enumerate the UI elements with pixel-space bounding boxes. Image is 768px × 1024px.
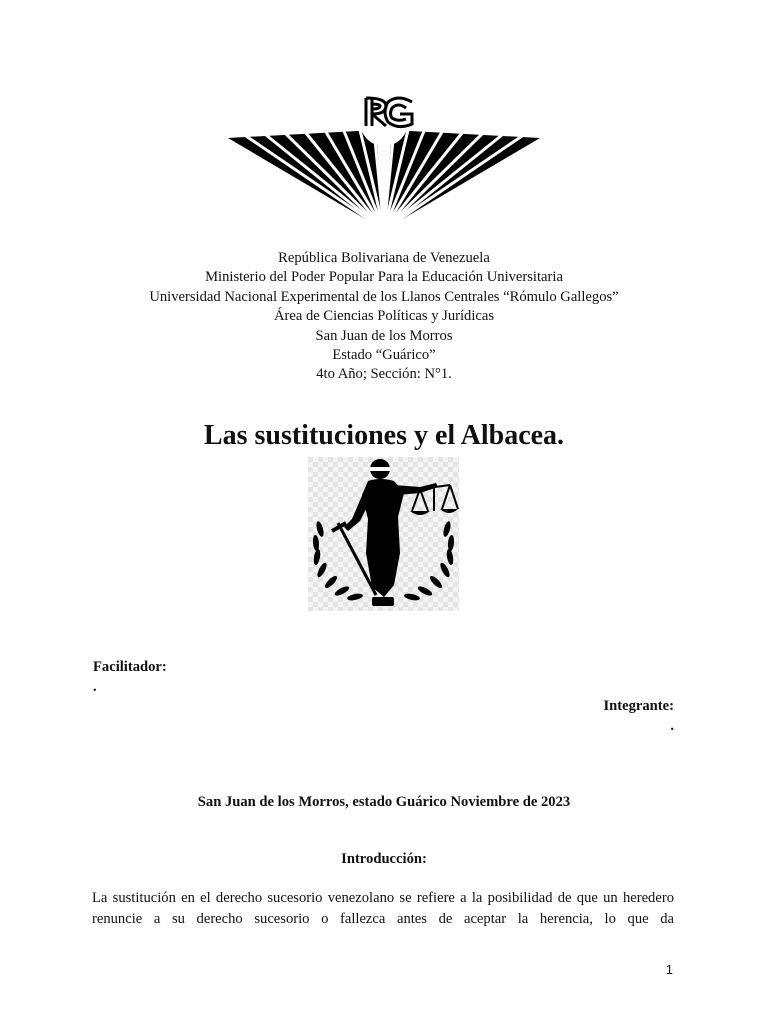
facilitator-value: . <box>93 679 97 695</box>
university-logo <box>226 92 542 230</box>
header-line-section: 4to Año; Sección: N°1. <box>316 366 452 383</box>
place-and-date: San Juan de los Morros, estado Guárico Noviembre de 2023 <box>197 794 571 810</box>
header-line-city: San Juan de los Morros <box>315 327 453 344</box>
lady-justice-illustration <box>308 457 459 611</box>
header-line-university: Universidad Nacional Experimental de los Llanos Centrales “Rómulo Gallegos” <box>149 288 619 305</box>
facilitator-label: Facilitador: <box>93 659 167 675</box>
lady-justice-icon <box>308 457 459 611</box>
header-line-state: Estado “Guárico” <box>332 347 436 364</box>
member-value: . <box>670 718 674 734</box>
introduction-heading: Introducción: <box>341 851 427 867</box>
institution-header <box>60 249 708 385</box>
page-number: 1 <box>665 962 673 977</box>
member-label: Integrante: <box>603 698 674 714</box>
introduction-paragraph: La sustitución en el derecho sucesorio venezolano se refiere a la posibilidad de que un heredero renuncie a su derecho sucesorio o fallezca antes de aceptar la herencia, lo que da <box>92 890 674 927</box>
header-line-area: Área de Ciencias Políticas y Jurídicas <box>273 308 495 325</box>
header-line-republic: República Bolivariana de Venezuela <box>278 250 490 266</box>
document-title: Las sustituciones y el Albacea. <box>203 420 565 451</box>
header-line-ministry: Ministerio del Poder Popular Para la Educación Universitaria <box>205 269 563 286</box>
rg-logo-icon <box>226 92 542 230</box>
